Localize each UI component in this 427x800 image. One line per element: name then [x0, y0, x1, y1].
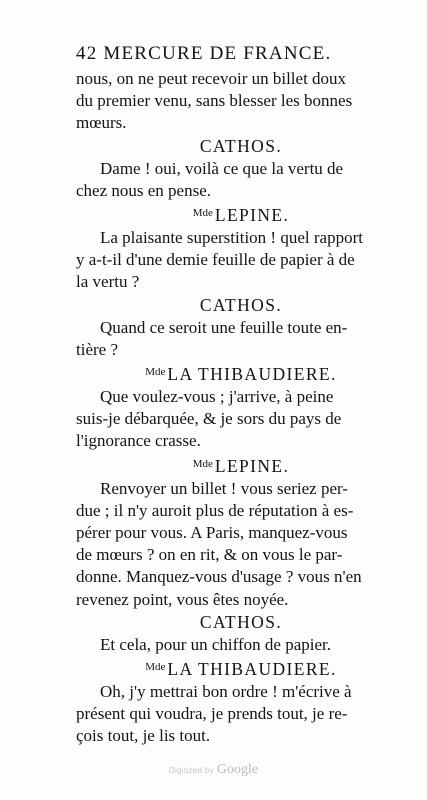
- text-line: Oh, j'y mettrai bon ordre ! m'écrive à: [100, 682, 352, 702]
- running-title: MERCURE DE FRANCE.: [103, 43, 332, 64]
- text-line: du premier venu, sans blesser les bonnes: [76, 91, 353, 111]
- speaker-name: LEPINE.: [214, 455, 290, 476]
- text-line: Que voulez-vous ; j'arrive, à peine: [100, 387, 334, 407]
- speaker-name: CATHOS.: [199, 135, 283, 156]
- dialogue-paragraph: [76, 317, 406, 361]
- speaker-name: CATHOS.: [199, 294, 283, 315]
- text-line: due ; il n'y auroit plus de réputation à es-: [76, 500, 354, 520]
- watermark: [0, 760, 427, 778]
- speaker-heading: [76, 361, 406, 386]
- dialogue-paragraph: [76, 158, 406, 202]
- text-line: tière ?: [76, 339, 118, 359]
- speaker-heading: [76, 294, 406, 317]
- speaker-heading: [76, 202, 406, 227]
- text-line: chez nous en pense.: [76, 180, 212, 200]
- text-line: de mœurs ? on en rit, & on vous le par-: [76, 545, 343, 565]
- running-head: [76, 42, 406, 68]
- page-number: 42: [76, 43, 98, 64]
- speaker-prefix: Mde: [192, 207, 213, 220]
- speaker-heading: [76, 453, 406, 478]
- speaker-name: CATHOS.: [199, 611, 283, 632]
- text-line: présent qui voudra, je prends tout, je re-: [76, 704, 348, 724]
- text-line: nous, on ne peut recevoir un billet doux: [76, 69, 347, 88]
- speaker-prefix: Mde: [145, 366, 166, 379]
- speaker-prefix: Mde: [192, 457, 213, 470]
- dialogue-paragraph: [76, 386, 406, 453]
- speaker-name: LA THIBAUDIERE.: [167, 659, 337, 680]
- text-line: mœurs.: [76, 113, 127, 133]
- watermark-prefix: Digitized by: [168, 766, 214, 775]
- text-line: y a-t-il d'une demie feuille de papier à de: [76, 250, 355, 270]
- google-logo: Google: [216, 762, 259, 777]
- text-line: la vertu ?: [76, 272, 140, 292]
- text-line: Renvoyer un billet ! vous seriez per-: [100, 478, 348, 498]
- text-line: La plaisante superstition ! quel rapport: [100, 228, 363, 248]
- speaker-name: LEPINE.: [214, 205, 290, 226]
- dialogue-paragraph: [76, 478, 406, 611]
- text-line: revenez point, vous êtes noyée.: [76, 589, 289, 609]
- text-line: çois tout, je lis tout.: [76, 726, 211, 746]
- speaker-heading: [76, 611, 406, 634]
- text-line: Dame ! oui, voilà ce que la vertu de: [100, 158, 344, 178]
- speaker-heading: [76, 656, 406, 681]
- dialogue-paragraph: [76, 634, 406, 656]
- text-line: pérer pour vous. A Paris, manquez-vous: [76, 523, 348, 543]
- speaker-prefix: Mde: [145, 661, 166, 674]
- text-line: l'ignorance crasse.: [76, 431, 201, 451]
- text-line: Et cela, pour un chiffon de papier.: [100, 634, 331, 654]
- dialogue-paragraph: [76, 68, 406, 135]
- speaker-heading: [76, 135, 406, 158]
- dialogue-paragraph: [76, 227, 406, 294]
- text-line: Quand ce seroit une feuille toute en-: [100, 317, 348, 337]
- speaker-name: LA THIBAUDIERE.: [167, 364, 337, 385]
- dialogue-paragraph: [76, 681, 406, 748]
- play-text: [76, 68, 406, 748]
- text-line: donne. Manquez-vous d'usage ? vous n'en: [76, 567, 362, 587]
- text-block: [76, 42, 406, 748]
- text-line: suis-je débarquée, & je sors du pays de: [76, 409, 342, 429]
